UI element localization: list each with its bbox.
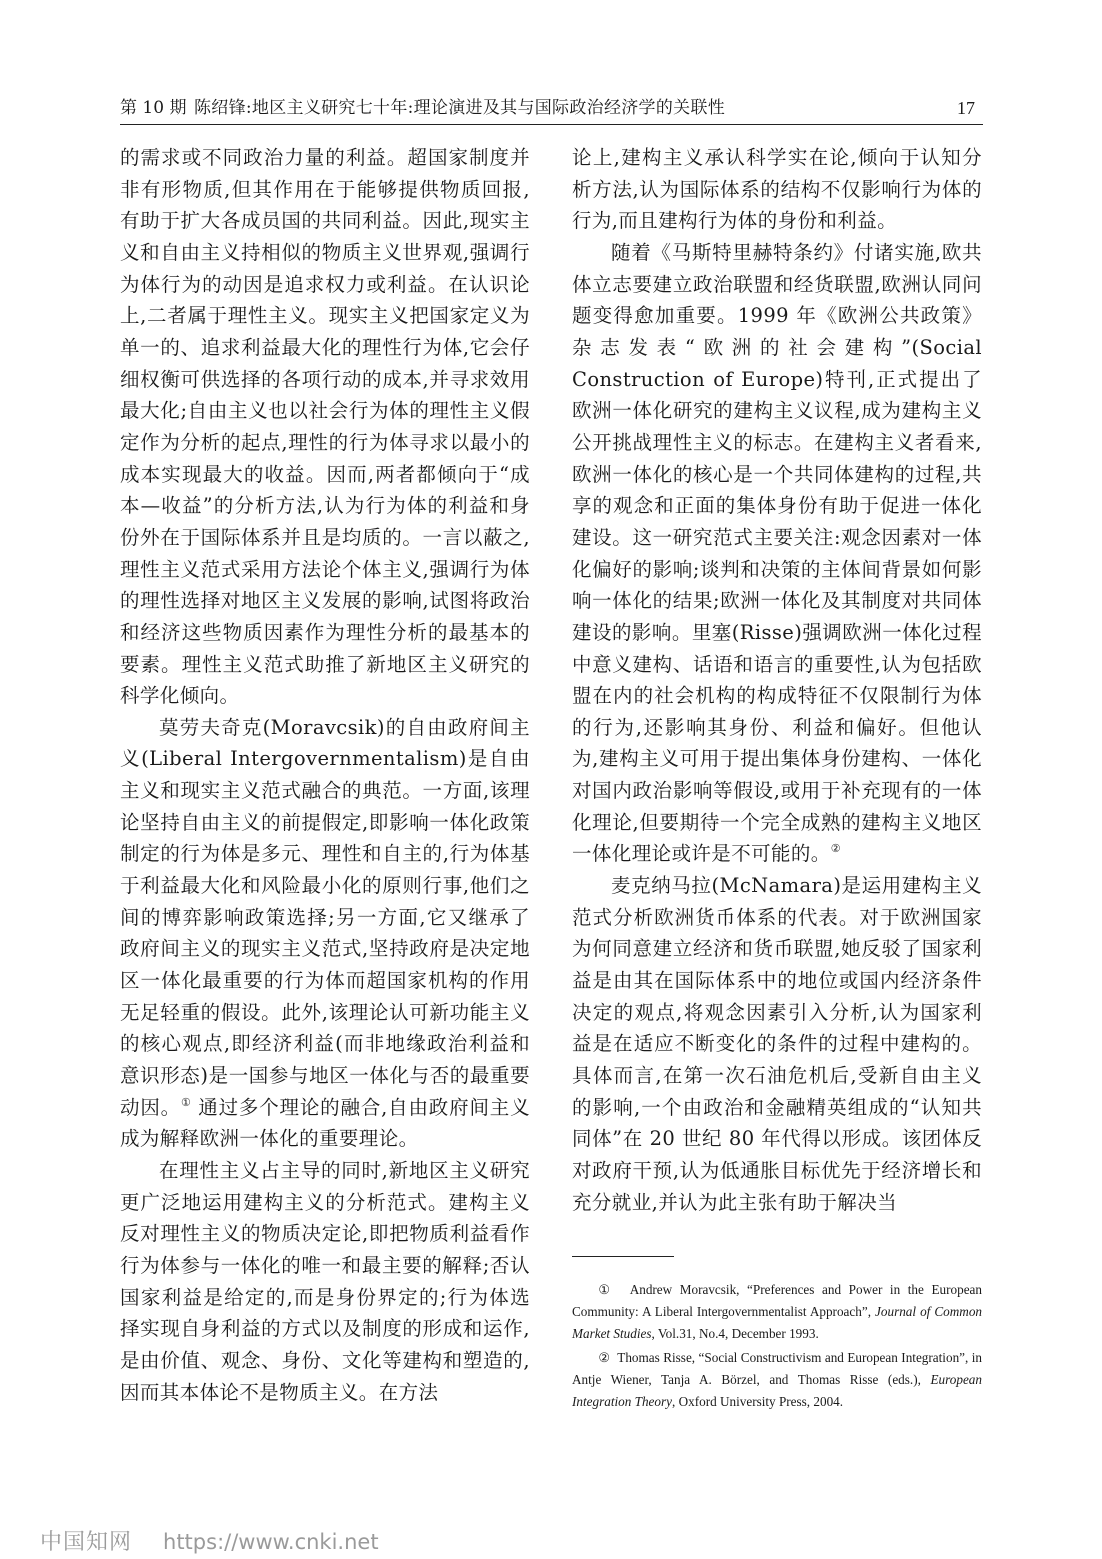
footnote-text: Thomas Risse, “Social Constructivism and European Integration”, in Antje Wiener, Tanja A. Börzel, and Thomas Risse (eds.), [572,1350,983,1387]
cnki-logo: 中国知网 [40,1530,133,1555]
paragraph: 麦克纳马拉(McNamara)是运用建构主义范式分析欧洲货币体系的代表。对于欧洲国家为何同意建立经济和货币联盟,她反驳了国家利益是由其在国际体系中的地位或国内经济条件决定的观点,将观念因素引入分析,认为国家利益是在适应不断变化的条件的过程中建构的。具体而言,在第一次石油危机后,受新自由主义的影响,一个由政治和金融精英组成的“认知共同体”在 20 世纪 80 年代得以形成。该团体反对政府干预,认为低通胀目标优先于经济增长和充分就业,并认为此主张有助于解决当 [572,874,982,1214]
footnote [572,1279,982,1345]
cnki-watermark [40,1526,379,1558]
footnote-text: , Vol.31, No.4, December 1993. [651,1326,819,1341]
paragraph: 的需求或不同政治力量的利益。超国家制度并非有形物质,但其作用在于能够提供物质回报,有助于扩大各成员国的共同利益。因此,现实主义和自由主义持相似的物质主义世界观,强调行为体行为的动因是追求权力或利益。在认识论上,二者属于理性主义。现实主义把国家定义为单一的、追求利益最大化的理性行为体,它会仔细权衡可供选择的各项行动的成本,并寻求效用最大化;自由主义也以社会行为体的理性主义假定作为分析的起点,理性的行为体寻求以最小的成本实现最大的收益。因而,两者都倾向于“成本—收益”的分析方法,认为行为体的利益和身份外在于国际体系并且是均质的。一言以蔽之,理性主义范式采用方法论个体主义,强调行为体的理性选择对地区主义发展的影响,试图将政治和经济这些物质因素作为理性分析的最基本的要素。理性主义范式助推了新地区主义研究的科学化倾向。 [120,146,530,708]
issue-number: 第 10 期 [120,98,187,118]
footnote [572,1347,982,1413]
left-column [120,142,530,1408]
page-number: 17 [957,98,975,118]
running-title: 陈绍锋:地区主义研究七十年:理论演进及其与国际政治经济学的关联性 [194,98,726,118]
footnote-text: Andrew Moravcsik, “Preferences and Power in the European Community: A Liberal Intergovernmentalist Approach”, [572,1282,983,1319]
journal-title: Journal of Common Market Studies [572,1304,983,1341]
paragraph: 在理性主义占主导的同时,新地区主义研究更广泛地运用建构主义的分析范式。建构主义反对理性主义的物质决定论,即把物质利益看作行为体参与一体化的唯一和最主要的解释;否认国家利益是给定的,而是身份界定的;行为体选择实现自身利益的方式以及制度的形成和运作,是由价值、观念、身份、文化等建构和塑造的,因而其本体论不是物质主义。在方法 [120,1159,530,1404]
paragraph [572,237,982,870]
paragraph-text: 莫劳夫奇克(Moravcsik)的自由政府间主义(Liberal Intergovernmentalism)是自由主义和现实主义范式融合的典范。一方面,该理论坚持自由主义的前提假定,即影响一体化政策制定的行为体是多元、理性和自主的,行为体基于利益最大化和风险最小化的原则行事,他们之间的博弈影响政策选择;另一方面,它又继承了政府间主义的现实主义范式,坚持政府是决定地区一体化最重要的行为体而超国家机构的作用无足轻重的假设。此外,该理论认可新功能主义的核心观点,即经济利益(而非地缘政治利益和意识形态)是一国参与地区一体化与否的最重要动因。 [120,715,530,1119]
footnote-marker: ① [598,1282,615,1297]
footnote-text: , Oxford University Press, 2004. [672,1394,844,1409]
paragraph-text: 通过多个理论的融合,自由政府间主义成为解释欧洲一体化的重要理论。 [120,1095,530,1151]
paragraph [120,712,530,1155]
footnote-ref[interactable]: ② [830,842,841,856]
book-title: European Integration Theory [572,1372,982,1409]
footnotes [572,1279,982,1415]
running-header [120,94,983,125]
paragraph-text: 随着《马斯特里赫特条约》付诸实施,欧共体立志要建立政治联盟和经货联盟,欧洲认同问题变得愈加重要。1999 年《欧洲公共政策》杂志发表“欧洲的社会建构”(Social Construction of Europe)特刊,正式提出了欧洲一体化研究的建构主义议程,成为建构主义公开挑战理性主义的标志。在建构主义者看来,欧洲一体化的核心是一个共同体建构的过程,共享的观念和正面的集体身份有助于促进一体化建设。这一研究范式主要关注:观念因素对一体化偏好的影响;谈判和决策的主体间背景如何影响一体化的结果;欧洲一体化及其制度对共同体建设的影响。里塞(Risse)强调欧洲一体化过程中意义建构、话语和语言的重要性,认为包括欧盟在内的社会机构的构成特征不仅限制行为体的行为,还影响其身份、利益和偏好。但他认为,建构主义可用于提出集体身份建构、一体化对国内政治影响等假设,或用于补充现有的一体化理论,但要期待一个完全成熟的建构主义地区一体化理论或许是不可能的。 [572,240,982,866]
paragraph: 论上,建构主义承认科学实在论,倾向于认知分析方法,认为国际体系的结构不仅影响行为体的行为,而且建构行为体的身份和利益。 [572,146,982,233]
footnote-marker: ② [598,1350,611,1365]
right-column [572,142,982,1218]
cnki-url[interactable]: https://www.cnki.net [163,1530,379,1554]
footnote-ref[interactable]: ① [180,1095,192,1109]
footnote-divider [572,1256,674,1257]
